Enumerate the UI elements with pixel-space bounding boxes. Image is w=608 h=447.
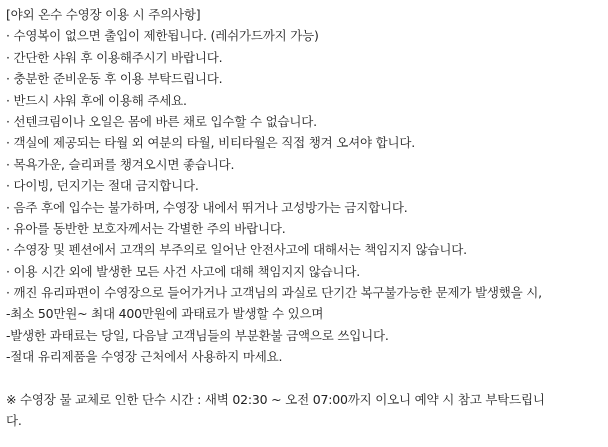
notice-item: · 반드시 샤워 후에 이용해 주세요. [6, 92, 187, 108]
blank-line [6, 368, 602, 389]
notice-item: · 객실에 제공되는 타월 외 여분의 타월, 비티타월은 직접 챙겨 오셔야 합니다. [6, 135, 416, 151]
notice-subitem: -발생한 과태료는 당일, 다음날 고객님들의 부분환불 금액으로 쓰입니다. [6, 327, 389, 343]
notice-item: · 수영장 및 펜션에서 고객의 부주의로 일어난 안전사고에 대해서는 책임지지 않습니다. [6, 242, 467, 258]
notice-subitem: -최소 50만원~ 최대 400만원에 과태료가 발생할 수 있으며 [6, 306, 324, 322]
notice-item: · 다이빙, 던지기는 절대 금지합니다. [6, 178, 199, 194]
notice-subitem: -절대 유리제품을 수영장 근처에서 사용하지 마세요. [6, 349, 283, 365]
notice-item: · 목욕가운, 슬리퍼를 챙겨오시면 좋습니다. [6, 156, 235, 172]
notice-item: · 이용 시간 외에 발생한 모든 사건 사고에 대해 책임지지 않습니다. [6, 263, 361, 279]
notice-item: · 충분한 준비운동 후 이용 부탁드립니다. [6, 71, 223, 87]
notice-item: · 선텐크림이나 오일은 몸에 바른 채로 입수할 수 없습니다. [6, 113, 317, 129]
notice-item: · 음주 후에 입수는 불가하며, 수영장 내에서 뛰거나 고성방가는 금지합니다. [6, 199, 408, 215]
notice-item: · 간단한 샤워 후 이용해주시기 바랍니다. [6, 49, 223, 65]
notice-item: · 깨진 유리파편이 수영장으로 들어가거나 고객님의 과실로 단기간 복구불가능한 문제가 발생했을 시, [6, 285, 542, 301]
footer-note-line2: 다. [6, 413, 22, 429]
notice-title: [야외 온수 수영장 이용 시 주의사항] [6, 7, 201, 22]
footer-note-line1: ※ 수영장 물 교체로 인한 단수 시간 : 새벽 02:30 ~ 오전 07:00까지 이오니 예약 시 참고 부탁드립니 [6, 392, 545, 408]
notice-item: · 수영복이 없으면 출입이 제한됩니다. (레쉬가드까지 가능) [6, 28, 319, 44]
notice-item: · 유아를 동반한 보호자께서는 각별한 주의 바랍니다. [6, 220, 286, 236]
